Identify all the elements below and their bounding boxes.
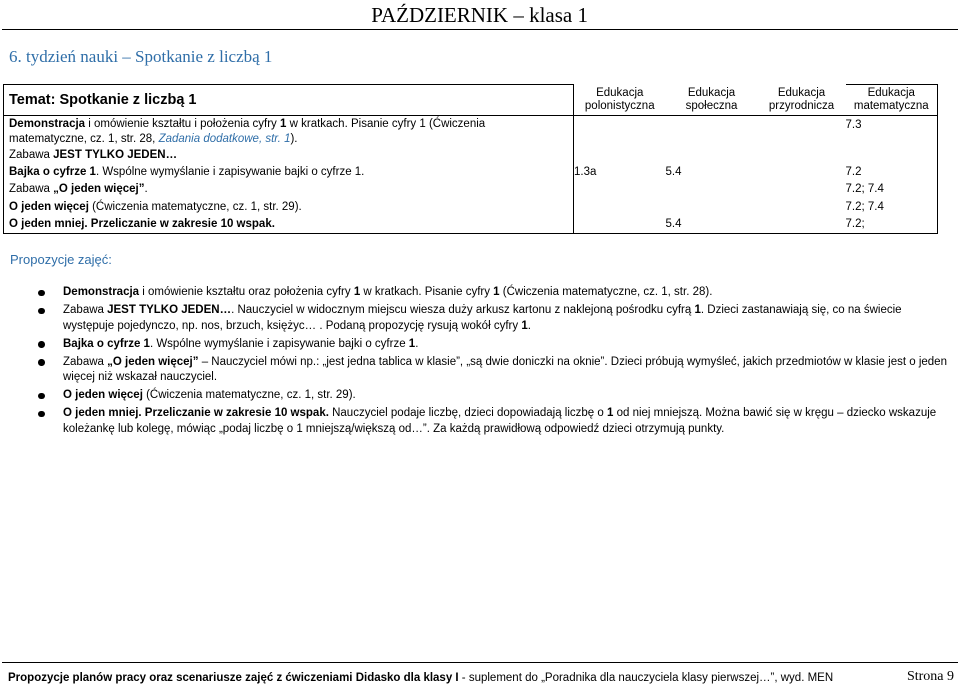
curriculum-code-cell (666, 181, 758, 198)
text-run: Demonstracja (9, 117, 86, 130)
curriculum-code-cell: 7.2; (846, 216, 938, 234)
activity-line (9, 117, 573, 132)
text-run: Zabawa (9, 183, 54, 196)
text-run: Zadania dodatkowe, str. 1 (158, 132, 291, 145)
table-body (4, 116, 938, 234)
curriculum-code-cell: 7.3 (846, 116, 938, 147)
curriculum-code-cell: 7.2; 7.4 (846, 198, 938, 215)
list-item (38, 355, 948, 386)
curriculum-code-cell (758, 147, 846, 164)
column-header-nature (758, 85, 846, 116)
text-run: od niej mniejszą. Można bawić się w kręgu – dziecko wskazuje koleżankę lub kolegę, mówiąc „podaj liczbę o 1 mniejszą/większą od…”. Za każdą prawidłową odpowiedź dzieci otrzymują punkty. (63, 407, 937, 435)
list-item (38, 337, 948, 353)
text-run: . Wspólne wymyślanie i zapisywanie bajki o cyfrze (149, 337, 409, 350)
page-number: Strona 9 (906, 669, 954, 684)
column-header-line: Edukacja (687, 86, 736, 99)
lesson-plan-table (3, 84, 938, 234)
text-run: . (415, 337, 419, 350)
text-run: w kratkach. Pisanie cyfry (360, 286, 494, 298)
footer-rule (2, 662, 958, 663)
text-run: i omówienie kształtu oraz położenia cyfry (139, 286, 354, 298)
curriculum-code-cell: 1.3a (574, 166, 597, 179)
activity-cell (4, 198, 574, 215)
list-item (38, 303, 948, 334)
text-run: O jeden więcej (63, 389, 143, 401)
curriculum-code-cell (758, 116, 846, 147)
curriculum-code-cell: 7.2; 7.4 (846, 181, 938, 198)
text-run: O jeden mniej. Przeliczanie w zakresie 10 wspak. (63, 407, 329, 419)
curriculum-code-cell (846, 147, 938, 164)
bullet-icon (38, 290, 45, 297)
curriculum-code-cell (758, 198, 846, 215)
footer-title: Propozycje planów pracy oraz scenariusze zajęć z ćwiczeniami Didasko dla klasy I (8, 672, 459, 684)
curriculum-code-cell: 7.2 (846, 164, 938, 181)
table-row (4, 116, 938, 147)
activity-line (9, 165, 573, 180)
header-rule (2, 29, 958, 30)
activity-line (9, 217, 573, 232)
curriculum-code-cell (574, 116, 666, 147)
text-run: w kratkach. Pisanie cyfry 1 (Ćwiczenia (286, 117, 486, 130)
activity-cell (4, 164, 574, 181)
text-run: (Ćwiczenia matematyczne, cz. 1, str. 29). (142, 389, 356, 401)
curriculum-code-cell (666, 147, 758, 164)
list-item (38, 285, 948, 301)
text-run: . Nauczyciel w widocznym miejscu wiesza duży arkusz kartonu z naklejoną pośrodku cyfrą (231, 304, 695, 316)
table-header-row (4, 85, 938, 116)
text-run: . (527, 319, 531, 332)
list-item (38, 388, 948, 404)
curriculum-code-cell (574, 147, 666, 164)
activity-cell (4, 116, 574, 147)
text-run: . (144, 183, 148, 196)
text-run: ). (290, 132, 298, 145)
curriculum-code-cell (758, 181, 846, 198)
column-header-line: przyrodnicza (768, 99, 835, 112)
text-run: – Nauczyciel mówi np.: „jest jedna tablica w klasie”, „są dwie doniczki na oknie”. Dzieci próbują wymyśleć, jakich przedmiotów w klasie jest o jeden więcej niż wskazał nauczyciel. (63, 355, 947, 383)
text-run: (Ćwiczenia matematyczne, cz. 1, str. 29). (88, 200, 302, 213)
table-row (4, 181, 938, 198)
column-header-line: matematyczna (853, 100, 929, 113)
text-run: 1 (521, 319, 528, 332)
text-run: 1 (606, 407, 614, 419)
column-header-social (666, 85, 758, 116)
curriculum-code-cell (758, 164, 846, 181)
activity-line (9, 182, 573, 197)
column-header-line: Edukacja (777, 86, 826, 99)
curriculum-code-cell (758, 216, 846, 234)
curriculum-code-cell (574, 198, 666, 215)
proposals-list (38, 285, 948, 440)
text-run: 1 (493, 286, 500, 298)
lesson-topic: Temat: Spotkanie z liczbą 1 (4, 85, 574, 116)
text-run: Zabawa (63, 355, 108, 368)
proposals-heading: Propozycje zajęć: (10, 252, 112, 267)
page-footer (8, 669, 954, 687)
activity-cell (4, 147, 574, 164)
text-run: „O jeden więcej” (107, 355, 199, 368)
text-run: 1 (280, 117, 287, 130)
text-run: Bajka o cyfrze 1 (63, 337, 150, 350)
curriculum-code-cell (574, 181, 666, 198)
text-run: 1 (353, 286, 361, 298)
column-header-polish (574, 85, 666, 116)
week-title: 6. tydzień nauki – Spotkanie z liczbą 1 (9, 47, 273, 66)
curriculum-code-cell: 5.4 (666, 216, 758, 234)
column-header-math (846, 85, 938, 116)
bullet-icon (38, 359, 45, 366)
activity-line (9, 132, 573, 147)
text-run: . Wspólne wymyślanie i zapisywanie bajki o cyfrze 1. (95, 166, 365, 179)
text-run: 1 (694, 304, 701, 316)
column-header-line: społeczna (685, 99, 738, 112)
activity-line (9, 200, 573, 215)
text-run: 1 (408, 337, 416, 350)
bullet-icon (38, 411, 45, 418)
text-run: i omówienie kształtu i położenia cyfry (85, 117, 281, 130)
curriculum-code-cell (666, 198, 758, 215)
text-run: JEST TYLKO JEDEN… (107, 304, 232, 316)
text-run: Demonstracja (63, 286, 140, 298)
month-heading: PAŹDZIERNIK – klasa 1 (371, 3, 588, 27)
column-header-line: polonistyczna (584, 99, 655, 112)
activity-line (9, 148, 573, 163)
table-row (4, 164, 938, 181)
footer-suffix: - suplement do „Poradnika dla nauczyciela klasy pierwszej…”, wyd. MEN (458, 672, 834, 684)
table-row (4, 216, 938, 234)
bullet-icon (38, 308, 45, 315)
text-run: O jeden więcej (9, 200, 89, 213)
text-run: matematyczne, cz. 1, str. 28, (9, 132, 159, 145)
bullet-icon (38, 341, 45, 348)
list-item (38, 406, 948, 437)
activity-cell (4, 181, 574, 198)
table-row (4, 147, 938, 164)
table-row (4, 198, 938, 215)
bullet-icon (38, 393, 45, 400)
text-run: Zabawa (9, 148, 54, 161)
curriculum-code-cell: 5.4 (665, 166, 682, 179)
text-run: JEST TYLKO JEDEN… (53, 148, 178, 161)
text-run: Nauczyciel podaje liczbę, dzieci dopowiadają liczbę o (328, 407, 607, 419)
text-run: . Dzieci zastanawiają się, co na świecie występuje pojedynczo, np. nos, brzuch, księżyc… . Podaną propozycję rysują wokół cyfry (63, 304, 902, 332)
text-run: Bajka o cyfrze 1 (9, 166, 96, 179)
activity-cell (4, 216, 574, 234)
text-run: „O jeden więcej” (53, 183, 145, 196)
text-run: Zabawa (63, 304, 108, 316)
curriculum-code-cell (666, 116, 758, 147)
column-header-line: Edukacja (596, 86, 644, 99)
column-header-line: Edukacja (867, 87, 915, 100)
text-run: O jeden mniej. Przeliczanie w zakresie 10 wspak. (9, 217, 275, 230)
text-run: (Ćwiczenia matematyczne, cz. 1, str. 28). (499, 286, 713, 298)
curriculum-code-cell (574, 216, 666, 234)
